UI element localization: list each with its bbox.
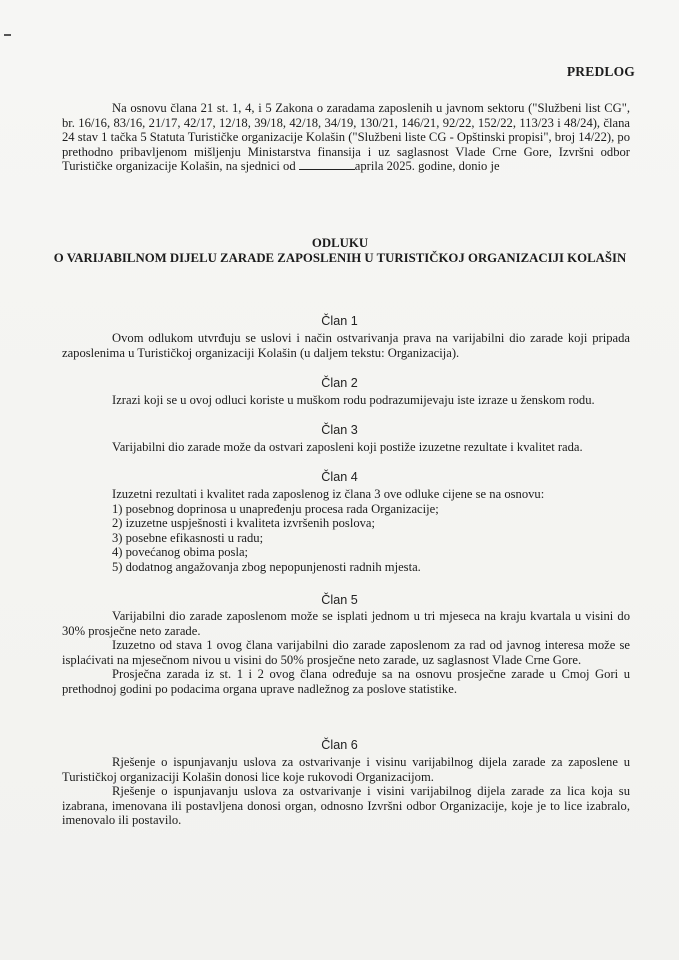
article-6 [62,755,630,828]
article-paragraph: Prosječna zarada iz st. 1 i 2 ovog člana određuje sa na osnovu prosječne zarade u Cmoj Gori u prethodnoj godini po podacima organa uprave nadležnog za poslove statistike. [62,667,630,696]
article-4 [62,487,630,574]
article-paragraph: Varijabilni dio zarade zaposlenom može se isplati jednom u tri mjeseca na kraju kvartala u visini do 30% prosječne neto zarade. [62,609,630,638]
article-5 [62,609,630,696]
list-item: 4) povećanog obima posla; [112,545,249,559]
article-heading: Član 5 [321,593,358,607]
title-line-2: O VARIJABILNOM DIJELU ZARADE ZAPOSLENIH U TURISTIČKOJ ORGANIZACIJI KOLAŠIN [53,250,627,265]
article-paragraph: Rješenje o ispunjavanju uslova za ostvarivanje i visini varijabilnog dijela zarade za lica koja su izabrana, imenovana ili postavljena donosi organ, odnosno Izvršni odbor Organizacije, koje je to lice izabralo, imenovalo ili postavilo. [62,784,630,827]
scan-mark [4,34,11,36]
article-paragraph: Izuzetno od stava 1 ovog člana varijabilni dio zarade zaposlenom za rad od javnog interesa može se isplaćivati na mjesečnom nivou u visini do 50% prosječne neto zarade, uz saglasnost Vlade Crne Gore. [62,638,630,667]
article-3 [62,440,630,455]
proposal-label: PREDLOG [566,64,635,79]
article-heading: Član 4 [321,470,358,484]
article-heading: Član 6 [321,738,358,752]
article-paragraph: Izuzetni rezultati i kvalitet rada zaposlenog iz člana 3 ove odluke cijene se na osnovu: [112,487,545,501]
list-item: 1) posebnog doprinosa u unapređenju procesa rada Organizacije; [112,501,439,516]
list-item: 5) dodatnog angažovanja zbog nepopunjenosti radnih mjesta. [112,559,421,574]
article-paragraph: Ovom odlukom utvrđuju se uslovi i način ostvarivanja prava na varijabilni dio zarade koji pripada zaposlenima u Turističkoj organizaciji Kolašin (u daljem tekstu: Organizacija). [62,331,630,360]
article-1 [62,331,630,360]
article-paragraph: Izrazi koji se u ovoj odluci koriste u muškom rodu podrazumijevaju iste izraze u ženskom rodu. [112,393,595,407]
article-heading: Član 3 [321,423,358,437]
list-item: 2) izuzetne uspješnosti i kvaliteta izvršenih poslova; [112,516,376,530]
article-paragraph: Varijabilni dio zarade može da ostvari zaposleni koji postiže izuzetne rezultate i kvalitet rada. [112,440,583,454]
title-line-1: ODLUKU [311,236,369,250]
decision-title [40,236,640,265]
date-blank [299,159,355,170]
list-item: 3) posebne efikasnosti u radu; [112,530,264,545]
preamble-text: Na osnovu člana 21 st. 1, 4, i 5 Zakona o zaradama zaposlenih u javnom sektoru ("Službeni list CG", br. 16/16, 83/16, 21/17, 42/17, 12/18, 39/18, 42/18, 34/19, 130/21, 146/21, 92/22, 152/22, 113/23 i 48/24), člana 24 stav 1 tačka 5 Statuta Turističke organizacije Kolašin ("Službeni liste CG - Opštinski propisi", broj 14/22), po prethodno pribavljenom mišljenju Ministarstva finansija i uz saglasnost Vlade Crne Gore, Izvršni odbor Turističke organizacije Kolašin, na sjednici od [62,101,630,173]
preamble [62,101,630,174]
article-heading: Član 1 [321,314,358,328]
criteria-list [62,502,630,575]
preamble-text-end: aprila 2025. godine, donio je [354,159,500,173]
article-heading: Član 2 [321,376,358,390]
article-2 [62,393,630,408]
article-paragraph: Rješenje o ispunjavanju uslova za ostvarivanje i visinu varijabilnog dijela zarade za zaposlene u Turističkoj organizaciji Kolašin donosi lice koje rukovodi Organizacijom. [62,755,630,784]
